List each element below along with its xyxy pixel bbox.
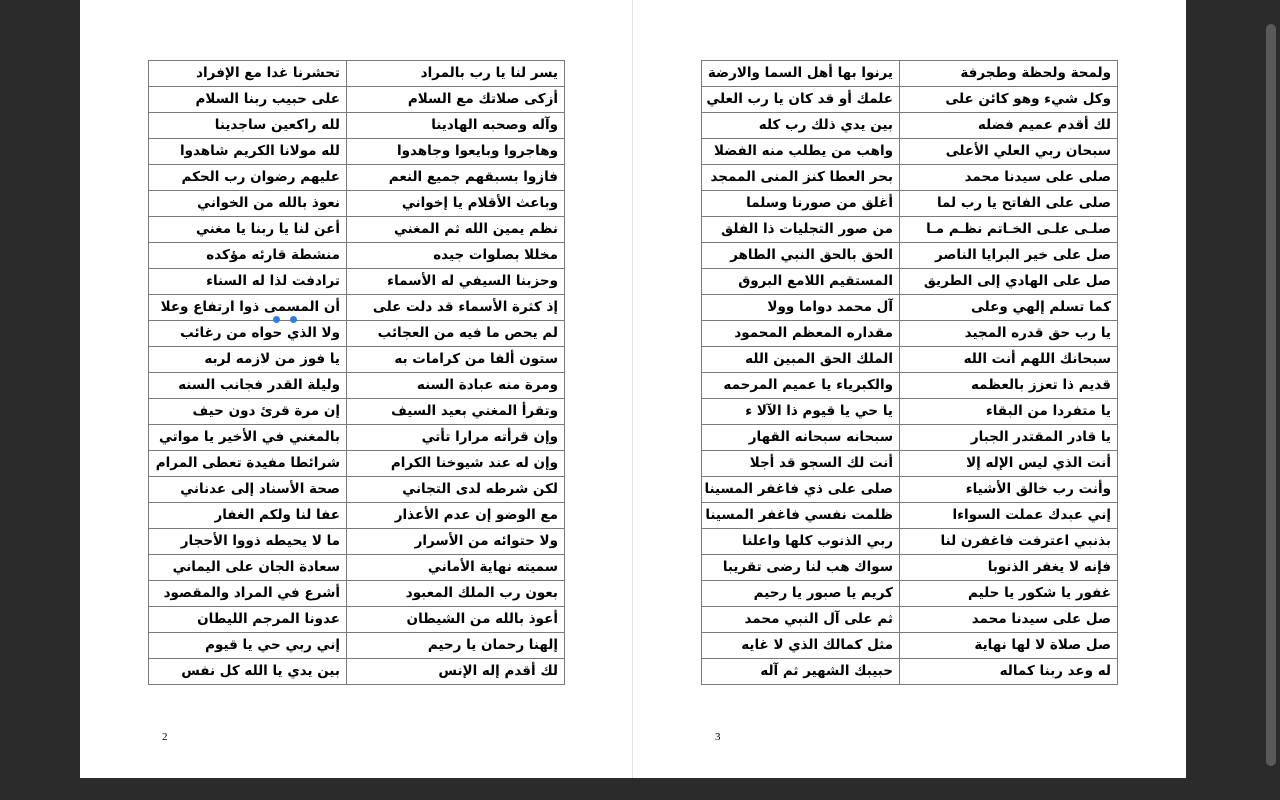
- verse-row: [702, 217, 1118, 243]
- second-hemistich: ربي الذنوب كلها واعلنا: [702, 529, 900, 555]
- second-hemistich: عفا لنا ولكم الغفار: [149, 503, 347, 529]
- first-hemistich: صلـى علـى الخـاتم نظـم مـا: [900, 217, 1118, 243]
- scrollbar-thumb[interactable]: [1266, 24, 1276, 766]
- second-hemistich: مقداره المعظم المحمود: [702, 321, 900, 347]
- selection-handle-end[interactable]: [290, 316, 297, 323]
- verse-row: [149, 399, 565, 425]
- first-hemistich: وتقرأ المغني بعيد السيف: [347, 399, 565, 425]
- second-hemistich: عدونا المرجم الليطان: [149, 607, 347, 633]
- first-hemistich: يا متفردا من البقاء: [900, 399, 1118, 425]
- second-hemistich: الحق بالحق النبي الطاهر: [702, 243, 900, 269]
- page-number-left: 2: [162, 731, 168, 743]
- second-hemistich: إني ربي حي يا قيوم: [149, 633, 347, 659]
- verse-row: [702, 269, 1118, 295]
- first-hemistich: أعوذ بالله من الشيطان: [347, 607, 565, 633]
- second-hemistich: ترادفت لذا له السناء: [149, 269, 347, 295]
- verse-row: [702, 451, 1118, 477]
- first-hemistich: لك أقدم عميم فضله: [900, 113, 1118, 139]
- second-hemistich: منشطة قارئه مؤكده: [149, 243, 347, 269]
- first-hemistich: سبحانك اللهم أنت الله: [900, 347, 1118, 373]
- verse-row: [149, 295, 565, 321]
- verse-row: [702, 607, 1118, 633]
- verse-row: [702, 659, 1118, 685]
- second-hemistich: أشرع في المراد والمقصود: [149, 581, 347, 607]
- first-hemistich: إني عبدك عملت السواءا: [900, 503, 1118, 529]
- second-hemistich: ثم على آل النبي محمد: [702, 607, 900, 633]
- second-hemistich: ما لا يحيطه ذووا الأحجار: [149, 529, 347, 555]
- second-hemistich: يا فوز من لازمه لربه: [149, 347, 347, 373]
- second-hemistich: أن المسمى ذوا ارتفاع وعلا: [149, 295, 347, 321]
- first-hemistich: سبحان ربي العلي الأعلى: [900, 139, 1118, 165]
- verse-row: [149, 425, 565, 451]
- second-hemistich: يرنوا بها أهل السما والارضة: [702, 61, 900, 87]
- second-hemistich: آل محمد دواما وولا: [702, 295, 900, 321]
- second-hemistich: أغلق من صورنا وسلما: [702, 191, 900, 217]
- verse-row: [149, 113, 565, 139]
- second-hemistich: صلى على ذي فاغفر المسينا: [702, 477, 900, 503]
- first-hemistich: فازوا بسبقهم جميع النعم: [347, 165, 565, 191]
- first-hemistich: لم يحص ما فيه من العجائب: [347, 321, 565, 347]
- verse-row: [149, 555, 565, 581]
- viewer-background: [0, 778, 1280, 800]
- first-hemistich: ستون ألفا من كرامات به: [347, 347, 565, 373]
- verse-row: [702, 321, 1118, 347]
- second-hemistich: أعن لنا يا ربنا يا مغني: [149, 217, 347, 243]
- second-hemistich: نعوذ بالله من الخواني: [149, 191, 347, 217]
- first-hemistich: لكن شرطه لدى التجاني: [347, 477, 565, 503]
- second-hemistich: سعادة الجان على اليماني: [149, 555, 347, 581]
- verse-row: [702, 477, 1118, 503]
- first-hemistich: إلهنا رحمان يا رحيم: [347, 633, 565, 659]
- verse-row: [702, 295, 1118, 321]
- second-hemistich: بين يدي يا الله كل نفس: [149, 659, 347, 685]
- verse-row: [702, 347, 1118, 373]
- second-hemistich: مثل كمالك الذي لا غايه: [702, 633, 900, 659]
- first-hemistich: يا قادر المقتدر الجبار: [900, 425, 1118, 451]
- second-hemistich: سبحانه سبحانه القهار: [702, 425, 900, 451]
- second-hemistich: بالمغني في الأخير يا مواتي: [149, 425, 347, 451]
- second-hemistich: أنت لك السجو قد أجلا: [702, 451, 900, 477]
- second-hemistich: ظلمت نفسي فاغفر المسينا: [702, 503, 900, 529]
- verse-row: [702, 165, 1118, 191]
- verse-row: [702, 555, 1118, 581]
- verse-table-page-3: [701, 60, 1118, 685]
- second-hemistich: حبيبك الشهير ثم آله: [702, 659, 900, 685]
- first-hemistich: صلى على سيدنا محمد: [900, 165, 1118, 191]
- verse-row: [149, 217, 565, 243]
- verse-row: [149, 607, 565, 633]
- first-hemistich: وإن له عند شيوخنا الكرام: [347, 451, 565, 477]
- first-hemistich: ومرة منه عبادة السنه: [347, 373, 565, 399]
- first-hemistich: نظم يمين الله ثم المغني: [347, 217, 565, 243]
- verse-row: [149, 477, 565, 503]
- second-hemistich: إن مرة قرئ دون حيف: [149, 399, 347, 425]
- first-hemistich: ولمحة ولحظة وطجرفة: [900, 61, 1118, 87]
- verse-row: [149, 139, 565, 165]
- verse-row: [149, 269, 565, 295]
- first-hemistich: أزكى صلاتك مع السلام: [347, 87, 565, 113]
- first-hemistich: وآله وصحبه الهادينا: [347, 113, 565, 139]
- second-hemistich: وليلة القدر فجانب السنه: [149, 373, 347, 399]
- verse-row: [149, 243, 565, 269]
- verse-row: [702, 633, 1118, 659]
- verse-row: [149, 503, 565, 529]
- verse-row: [149, 581, 565, 607]
- first-hemistich: فإنه لا يغفر الذنوبا: [900, 555, 1118, 581]
- verse-row: [149, 347, 565, 373]
- second-hemistich: صحة الأسناد إلى عدناني: [149, 477, 347, 503]
- second-hemistich: كريم يا صبور يا رحيم: [702, 581, 900, 607]
- verse-row: [149, 633, 565, 659]
- first-hemistich: لك أقدم إله الإنس: [347, 659, 565, 685]
- first-hemistich: صل على الهادي إلى الطريق: [900, 269, 1118, 295]
- verse-row: [702, 87, 1118, 113]
- second-hemistich: الملك الحق المبين الله: [702, 347, 900, 373]
- verse-row: [702, 581, 1118, 607]
- verse-row: [702, 113, 1118, 139]
- second-hemistich: بحر العطا كنز المنى الممجد: [702, 165, 900, 191]
- first-hemistich: وباعث الأقلام يا إخواني: [347, 191, 565, 217]
- second-hemistich: بين يدي ذلك رب كله: [702, 113, 900, 139]
- second-hemistich: لله مولانا الكريم شاهدوا: [149, 139, 347, 165]
- verse-row: [149, 87, 565, 113]
- verse-row: [149, 529, 565, 555]
- verse-row: [149, 321, 565, 347]
- page-divider: [632, 0, 633, 778]
- first-hemistich: قديم ذا تعزز بالعظمه: [900, 373, 1118, 399]
- first-hemistich: سميته نهاية الأماني: [347, 555, 565, 581]
- verse-row: [149, 165, 565, 191]
- first-hemistich: وإن قرأته مرارا تأتي: [347, 425, 565, 451]
- second-hemistich: المستقيم اللامع البروق: [702, 269, 900, 295]
- first-hemistich: بذنبي اعترفت فاغفرن لنا: [900, 529, 1118, 555]
- first-hemistich: وحزبنا السيفي له الأسماء: [347, 269, 565, 295]
- second-hemistich: عليهم رضوان رب الحكم: [149, 165, 347, 191]
- first-hemistich: صل على خير البرايا الناصر: [900, 243, 1118, 269]
- second-hemistich: لله راكعين ساجدينا: [149, 113, 347, 139]
- verse-row: [149, 61, 565, 87]
- verse-row: [149, 659, 565, 685]
- verse-row: [702, 61, 1118, 87]
- first-hemistich: يا رب حق قدره المجيد: [900, 321, 1118, 347]
- first-hemistich: إذ كثرة الأسماء قد دلت على: [347, 295, 565, 321]
- first-hemistich: وهاجروا وبايعوا وجاهدوا: [347, 139, 565, 165]
- verse-row: [149, 373, 565, 399]
- first-hemistich: مع الوضو إن عدم الأعذار: [347, 503, 565, 529]
- first-hemistich: غفور يا شكور يا حليم: [900, 581, 1118, 607]
- second-hemistich: يا حي يا قيوم ذا الآلا ء: [702, 399, 900, 425]
- verse-table-page-2: [148, 60, 565, 685]
- verse-row: [702, 373, 1118, 399]
- verse-row: [702, 425, 1118, 451]
- first-hemistich: صل صلاة لا لها نهاية: [900, 633, 1118, 659]
- verse-row: [702, 503, 1118, 529]
- first-hemistich: بعون رب الملك المعبود: [347, 581, 565, 607]
- second-hemistich: سواك هب لنا رضى تقريبا: [702, 555, 900, 581]
- first-hemistich: أنت الذي ليس الإله إلا: [900, 451, 1118, 477]
- second-hemistich: علمك أو قد كان يا رب العلي: [702, 87, 900, 113]
- first-hemistich: صلى على الفاتح يا رب لما: [900, 191, 1118, 217]
- verse-row: [702, 139, 1118, 165]
- page-number-right: 3: [715, 731, 721, 743]
- first-hemistich: مخللا بصلوات جيده: [347, 243, 565, 269]
- selection-handle-start[interactable]: [273, 316, 280, 323]
- verse-row: [702, 191, 1118, 217]
- verse-row: [149, 451, 565, 477]
- second-hemistich: والكبرياء يا عميم المرحمه: [702, 373, 900, 399]
- first-hemistich: ولا حتوائه من الأسرار: [347, 529, 565, 555]
- first-hemistich: صل على سيدنا محمد: [900, 607, 1118, 633]
- first-hemistich: له وعد ربنا كماله: [900, 659, 1118, 685]
- second-hemistich: ولا الذي حواه من رغائب: [149, 321, 347, 347]
- first-hemistich: يسر لنا يا رب بالمراد: [347, 61, 565, 87]
- first-hemistich: وكل شيء وهو كائن على: [900, 87, 1118, 113]
- second-hemistich: من صور التجليات ذا الفلق: [702, 217, 900, 243]
- second-hemistich: تحشرنا غدا مع الإفراد: [149, 61, 347, 87]
- verse-row: [702, 243, 1118, 269]
- second-hemistich: شرائطا مفيدة تعطى المرام: [149, 451, 347, 477]
- first-hemistich: كما تسلم إلهي وعلى: [900, 295, 1118, 321]
- first-hemistich: وأنت رب خالق الأشياء: [900, 477, 1118, 503]
- verse-row: [702, 399, 1118, 425]
- second-hemistich: على حبيب ربنا السلام: [149, 87, 347, 113]
- verse-row: [149, 191, 565, 217]
- second-hemistich: واهب من يطلب منه الفضلا: [702, 139, 900, 165]
- verse-row: [702, 529, 1118, 555]
